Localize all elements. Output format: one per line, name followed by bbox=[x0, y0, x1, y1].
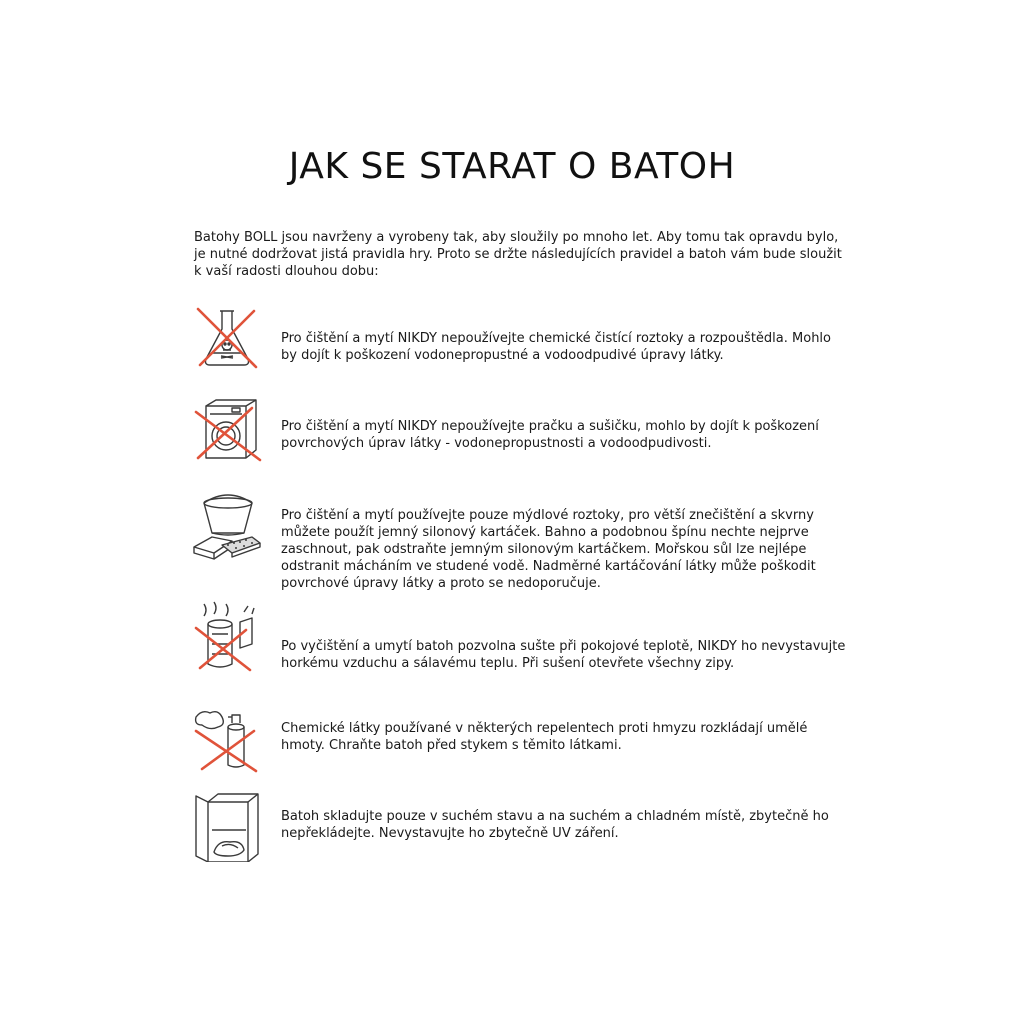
repellent-spray-crossed-icon bbox=[192, 701, 262, 773]
care-rule-text: Pro čištění a mytí NIKDY nepoužívejte chemické čistící roztoky a rozpouštědla. Mohlo by dojít k poškození vodonepropustné a vodoodpudivé úpravy látky. bbox=[281, 331, 831, 363]
care-rule-text: Pro čištění a mytí používejte pouze mýdlové roztoky, pro větší znečištění a skvrny můžete použít jemný silonový kartáček. Bahno a podobnou špínu nechte nejprve zaschnout, pak odstraňte jemným silonovým kartáčkem. Mořskou sůl lze nejlépe odstranit mácháním ve studené vodě. Nadměrné kartáčování látky může poškodit povrchové úpravy látky a proto se nedoporučuje. bbox=[281, 508, 816, 591]
care-rule-text: Pro čištění a mytí NIKDY nepoužívejte pračku a sušičku, mohlo by dojít k poškození povrchových úprav látky - vodonepropustnosti a vodoodpudivosti. bbox=[281, 419, 819, 451]
care-rule-washing-machine bbox=[192, 392, 852, 470]
washing-machine-crossed-icon bbox=[192, 392, 262, 464]
care-rule-text: Chemické látky používané v některých repelentech proti hmyzu rozkládají umělé hmoty. Chraňte batoh před stykem s těmito látkami. bbox=[281, 721, 808, 753]
care-rule-soap-brush bbox=[192, 493, 852, 591]
chemical-flask-crossed-icon bbox=[192, 303, 262, 375]
care-rule-text: Batoh skladujte pouze v suchém stavu a na suchém a chladném místě, zbytečně ho nepřekládejte. Nevystavujte ho zbytečně UV záření. bbox=[281, 809, 829, 841]
bucket-soap-brush-icon bbox=[192, 493, 262, 565]
intro-paragraph: Batohy BOLL jsou navrženy a vyrobeny tak, aby sloužily po mnoho let. Aby tomu tak opravdu bylo, je nutné dodržovat jistá pravidla hry. Proto se držte následujících pravidel a batoh vám bude sloužit k vaší radosti dlouhou dobu: bbox=[194, 230, 842, 279]
care-rule-chemicals bbox=[192, 303, 852, 381]
care-rule-heat bbox=[192, 600, 852, 678]
heater-crossed-icon bbox=[192, 600, 262, 672]
care-rule-storage bbox=[192, 790, 852, 868]
storage-cabinet-icon bbox=[192, 790, 262, 862]
care-rule-repellent bbox=[192, 701, 852, 779]
page-title: JAK SE STARAT O BATOH bbox=[288, 146, 736, 187]
care-rule-text: Po vyčištění a umytí batoh pozvolna sušte při pokojové teplotě, NIKDY ho nevystavujte horkému vzduchu a sálavému teplu. Při sušení otevřete všechny zipy. bbox=[281, 639, 846, 671]
